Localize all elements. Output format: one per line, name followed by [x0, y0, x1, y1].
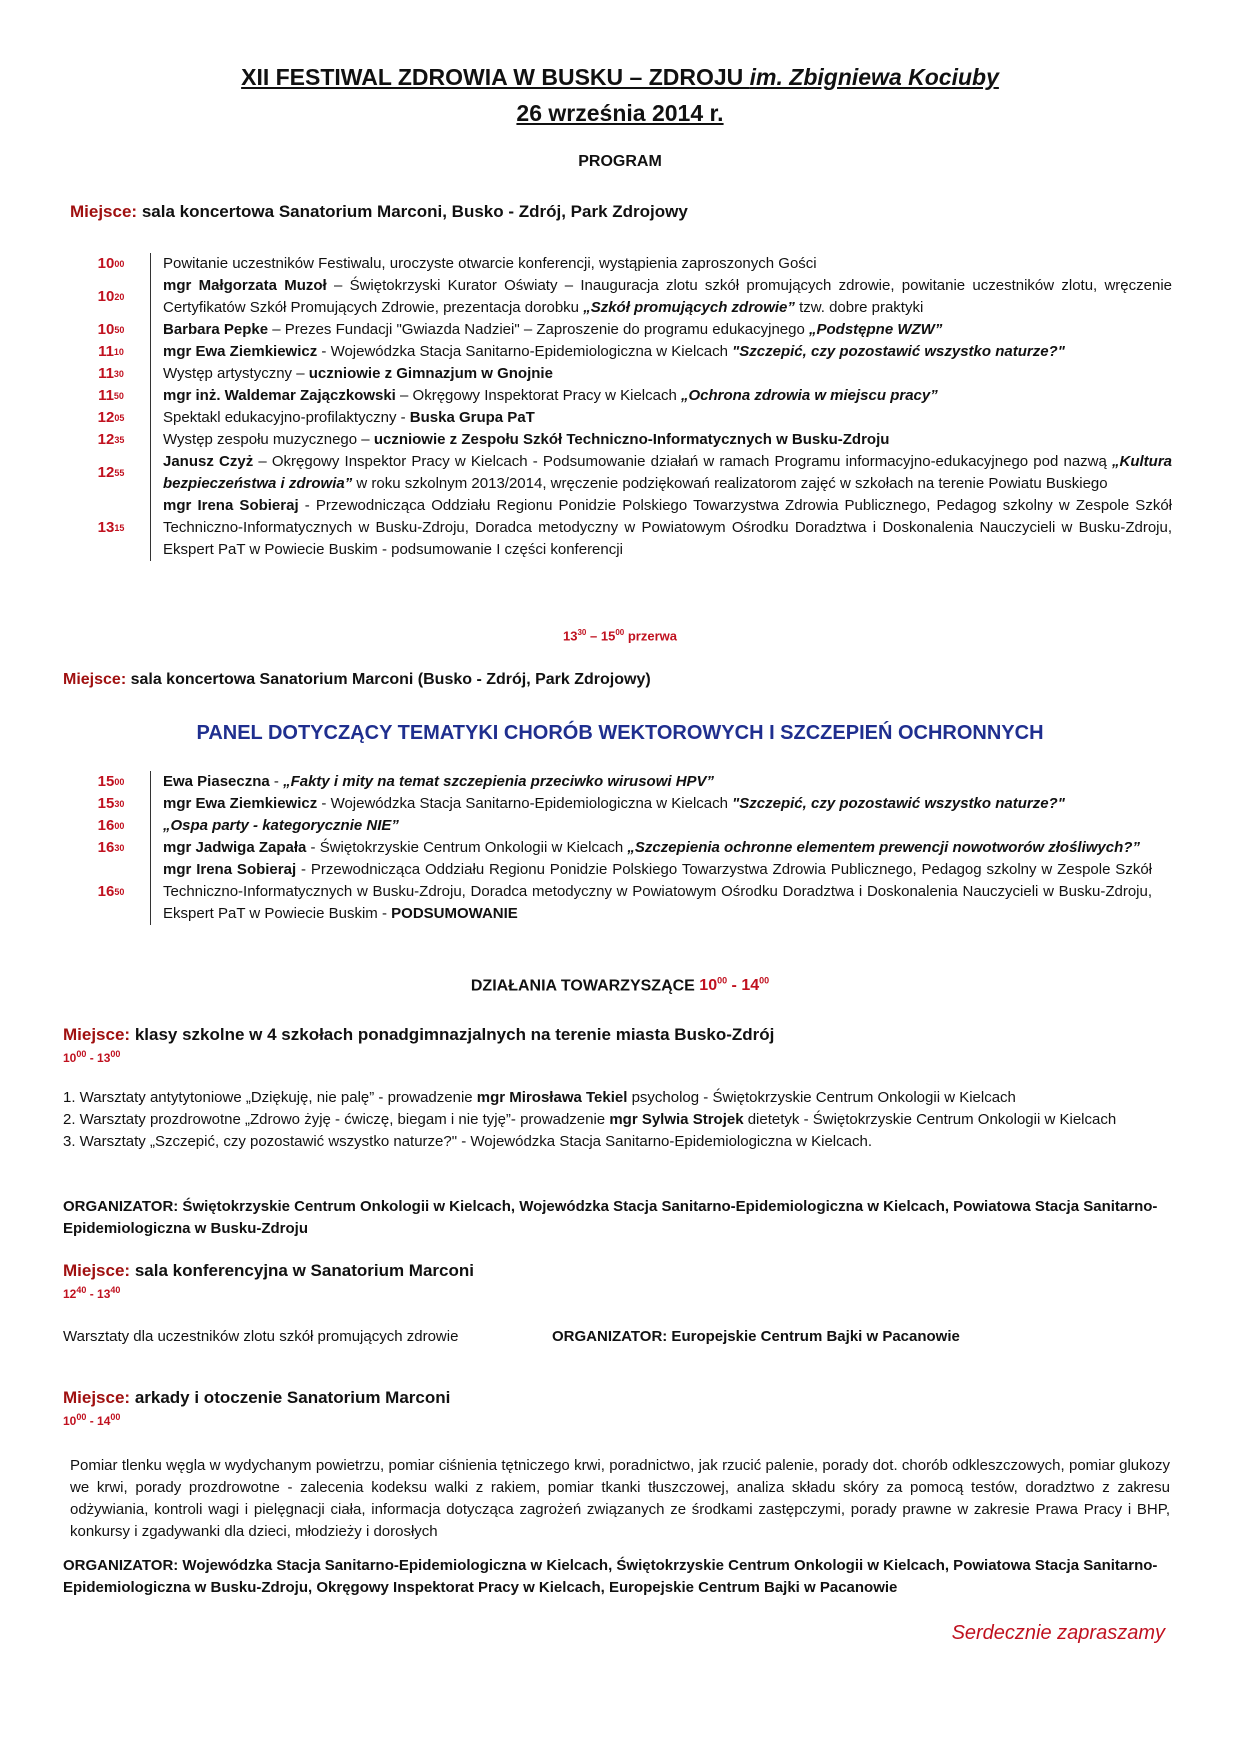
session1-schedule	[72, 253, 1172, 561]
place-text: arkady i otoczenie Sanatorium Marconi	[130, 1388, 451, 1407]
place-text: klasy szkolne w 4 szkołach ponadgimnazjalnych na terenie miasta Busko-Zdrój	[130, 1025, 775, 1044]
place-label: Miejsce:	[70, 202, 138, 221]
festival-date: 26 września 2014 r.	[516, 100, 724, 126]
session2-place	[63, 671, 651, 689]
text-run: Buska Grupa PaT	[409, 409, 535, 426]
place-text: sala konferencyjna w Sanatorium Marconi	[130, 1261, 474, 1280]
arcades-organizer: ORGANIZATOR: Wojewódzka Stacja Sanitarno-Epidemiologiczna w Kielcach, Świętokrzyskie Centrum Onkologii w Kielcach, Powiatowa Stacja Sanitarno-Epidemiologiczna w Busku-Zdroju, Okręgowy Inspektorat Pracy w Kielcach, Europejskie Centrum Bajki w Pacanowie	[63, 1557, 1158, 1596]
text-run: -	[269, 773, 284, 790]
conference-time: $12^{40} - 13^{40}$	[63, 1285, 121, 1301]
schedule-description	[150, 407, 1172, 429]
text-run: uczniowie z Gimnazjum w Gnojnie	[308, 365, 553, 382]
text-run: PODSUMOWANIE	[391, 905, 518, 922]
break-time: $13^{30} - 15^{00}$ przerwa	[563, 628, 677, 644]
session1-place	[70, 202, 688, 222]
text-run: 3. Warsztaty „Szczepić, czy pozostawić wszystko naturze?" - Wojewódzka Stacja Sanitarno-Epidemiologiczna w Kielcach.	[63, 1133, 872, 1150]
schedule-time: 11 30	[98, 365, 124, 382]
schedule-time: 11 50	[98, 387, 124, 404]
text-run: Spektakl edukacyjno-profilaktyczny -	[163, 409, 410, 426]
schools-place	[63, 1025, 774, 1045]
schedule-time: 16 00	[97, 817, 125, 834]
schedule-row	[72, 363, 1172, 385]
schedule-row	[72, 429, 1172, 451]
text-run: – Okręgowy Inspektorat Pracy w Kielcach	[395, 387, 681, 404]
workshop-item	[63, 1131, 1173, 1153]
schedule-description	[150, 341, 1172, 363]
text-run: mgr Mirosława Tekiel	[476, 1089, 628, 1106]
text-run: 1. Warsztaty antytytoniowe „Dziękuję, nie palę” - prowadzenie	[63, 1089, 477, 1106]
schedule-description	[150, 859, 1152, 925]
arcades-description: Pomiar tlenku węgla w wydychanym powietrzu, pomiar ciśnienia tętniczego krwi, poradnictwo, jak rzucić palenie, porady dot. chorób odkleszczowych, pomiar glukozy we krwi, porady prozdrowotne - zalecenia kodeksu walki z rakiem, pomiar tkanki tłuszczowej, analiza składu skóry za pomocą testów, doradztwo z zakresu odżywiania, kontroli wagi i pielęgnacji ciała, informacja dotycząca zagrożeń związanych ze środkami zastępczymi, porady prawne w zakresie Prawa Pracy i BHP, konkursy i zgadywanki dla dzieci, młodzieży i dorosłych	[70, 1457, 1170, 1540]
text-run: "Szczepić, czy pozostawić wszystko naturze?"	[732, 343, 1065, 360]
schedule-row	[72, 495, 1172, 561]
program-heading: PROGRAM	[578, 153, 662, 170]
text-run: mgr Sylwia Strojek	[609, 1111, 744, 1128]
workshops-list	[63, 1087, 1173, 1153]
schedule-description	[150, 385, 1172, 407]
conference-text: Warsztaty dla uczestników zlotu szkół promujących zdrowie	[63, 1328, 459, 1345]
schedule-row	[72, 771, 1152, 793]
place-label: Miejsce:	[63, 1261, 131, 1280]
schedule-description	[150, 429, 1172, 451]
schedule-description	[150, 495, 1172, 561]
arcades-place	[63, 1388, 450, 1408]
schedule-row	[72, 385, 1172, 407]
text-run: 2. Warsztaty prozdrowotne „Zdrowo żyję - ćwiczę, biegam i nie tyję”- prowadzenie	[63, 1111, 610, 1128]
text-run: - Świętokrzyskie Centrum Onkologii w Kielcach	[306, 839, 628, 856]
session2-schedule	[72, 771, 1152, 925]
text-run: - Przewodnicząca Oddziału Regionu Ponidzie Polskiego Towarzystwa Zdrowia Publicznego, Pedagog szkolny w Zespole Szkół Techniczno-Informatycznych w Busku-Zdroju, Doradca metodyczny w Powiatowym Ośrodku Doradztwa i Doskonalenia Nauczycieli w Busku-Zdroju, Ekspert PaT w Powiecie Buskim - podsumowanie I części konferencji	[163, 497, 1172, 558]
schedule-row	[72, 815, 1152, 837]
schedule-time: 16 30	[97, 839, 125, 856]
schedule-time: 10 20	[97, 288, 125, 305]
schedule-description	[150, 451, 1172, 495]
text-run: – Prezes Fundacji "Gwiazda Nadziei" – Zaproszenie do programu edukacyjnego	[268, 321, 809, 338]
workshop-item	[63, 1087, 1173, 1109]
schedule-time: 15 30	[97, 795, 125, 812]
place-label: Miejsce:	[63, 671, 127, 688]
text-run: dietetyk - Świętokrzyskie Centrum Onkologii w Kielcach	[743, 1111, 1117, 1128]
text-run: Powitanie uczestników Festiwalu, uroczyste otwarcie konferencji, wystąpienia zaproszonych Gości	[163, 255, 817, 272]
schools-organizer: ORGANIZATOR: Świętokrzyskie Centrum Onkologii w Kielcach, Wojewódzka Stacja Sanitarno-Epidemiologiczna w Kielcach, Powiatowa Stacja Sanitarno-Epidemiologiczna w Busku-Zdroju	[63, 1198, 1158, 1237]
schedule-time: 12 05	[97, 409, 125, 426]
text-run: w roku szkolnym 2013/2014, wręczenie podziękowań realizatorom zajęć w szkołach na terenie Powiatu Buskiego	[352, 475, 1108, 492]
schedule-time: 11 10	[98, 343, 124, 360]
text-run: Ewa Piaseczna	[163, 773, 270, 790]
schedule-description	[150, 837, 1152, 859]
schedule-description	[150, 363, 1172, 385]
festival-title	[0, 64, 1240, 91]
text-run: mgr Irena Sobieraj	[163, 861, 297, 878]
text-run: - Przewodnicząca Oddziału Regionu Ponidzie Polskiego Towarzystwa Zdrowia Publicznego, Pedagog szkolny w Zespole Szkół Techniczno-Informatycznych w Busku-Zdroju, Doradca metodyczny w Powiatowym Ośrodku Doradztwa i Doskonalenia Nauczycieli w Busku-Zdroju, Ekspert PaT w Powiecie Buskim -	[163, 861, 1152, 922]
workshop-item	[63, 1109, 1173, 1131]
text-run: „Podstępne WZW”	[809, 321, 943, 338]
schedule-time: 15 00	[97, 773, 125, 790]
schedule-time: 12 35	[97, 431, 125, 448]
panel-title: PANEL DOTYCZĄCY TEMATYKI CHORÓB WEKTOROWYCH I SZCZEPIEŃ OCHRONNYCH	[196, 722, 1044, 744]
text-run: mgr Ewa Ziemkiewicz	[163, 795, 318, 812]
schedule-row	[72, 341, 1172, 363]
text-run: „Ochrona zdrowia w miejscu pracy”	[680, 387, 938, 404]
schedule-time: 10 50	[97, 321, 125, 338]
schedule-row	[72, 319, 1172, 341]
schedule-row	[72, 275, 1172, 319]
text-run: tzw. dobre praktyki	[794, 299, 924, 316]
place-text: sala koncertowa Sanatorium Marconi (Busko - Zdrój, Park Zdrojowy)	[126, 671, 651, 688]
schedule-time: 12 55	[97, 464, 125, 481]
text-run: "Szczepić, czy pozostawić wszystko naturze?"	[732, 795, 1065, 812]
text-run: mgr inż. Waldemar Zajączkowski	[163, 387, 396, 404]
text-run: Barbara Pepke	[163, 321, 269, 338]
text-run: mgr Małgorzata Muzoł	[163, 277, 327, 294]
text-run: mgr Ewa Ziemkiewicz	[163, 343, 318, 360]
text-run: – Świętokrzyski Kurator Oświaty – Inauguracja zlotu szkół promujących zdrowie, powitanie uczestników zlotu, wręczenie Certyfikatów Szkół Promujących Zdrowie, prezentacja dorobku	[163, 277, 1172, 316]
closing-greeting: Serdecznie zapraszamy	[951, 1622, 1165, 1644]
schedule-row	[72, 837, 1152, 859]
festival-patron: im. Zbigniewa Kociuby	[749, 64, 999, 90]
place-text: sala koncertowa Sanatorium Marconi, Busko - Zdrój, Park Zdrojowy	[137, 202, 688, 221]
schedule-row	[72, 253, 1172, 275]
text-run: „Fakty i mity na temat szczepienia przeciwko wirusowi HPV”	[283, 773, 715, 790]
text-run: „Ospa party - kategorycznie NIE”	[163, 817, 399, 834]
text-run: „Kultura bezpieczeństwa i zdrowia”	[163, 453, 1173, 492]
text-run: uczniowie z Zespołu Szkół Techniczno-Informatycznych w Busku-Zdroju	[373, 431, 890, 448]
conference-place	[63, 1261, 474, 1281]
text-run: psycholog - Świętokrzyskie Centrum Onkologii w Kielcach	[627, 1089, 1016, 1106]
text-run: mgr Jadwiga Zapała	[163, 839, 307, 856]
schedule-description	[150, 253, 1172, 275]
text-run: „Szkół promujących zdrowie”	[583, 299, 795, 316]
accompanying-heading: DZIAŁANIA TOWARZYSZĄCE $10^{00} - 14^{00}$	[470, 976, 770, 995]
text-run: Występ artystyczny –	[163, 365, 309, 382]
text-run: – Okręgowy Inspektor Pracy w Kielcach - Podsumowanie działań w ramach Programu informacyjno-edukacyjnego pod nazwą	[253, 453, 1113, 470]
arcades-time: $10^{00} - 14^{00}$	[63, 1412, 121, 1428]
festival-title-text: XII FESTIWAL ZDROWIA W BUSKU – ZDROJU	[241, 64, 750, 90]
schedule-row	[72, 859, 1152, 925]
schedule-time: 13 15	[97, 519, 125, 536]
schedule-description	[150, 275, 1172, 319]
text-run: Występ zespołu muzycznego –	[163, 431, 374, 448]
text-run: mgr Irena Sobieraj	[163, 497, 299, 514]
text-run: „Szczepienia ochronne elementem prewencji nowotworów złośliwych?”	[627, 839, 1140, 856]
schedule-time: 16 50	[97, 883, 125, 900]
schedule-description	[150, 793, 1152, 815]
conference-organizer: ORGANIZATOR: Europejskie Centrum Bajki w Pacanowie	[552, 1328, 960, 1345]
schedule-description	[150, 815, 1152, 837]
schedule-row	[72, 407, 1172, 429]
schedule-row	[72, 451, 1172, 495]
schedule-row	[72, 793, 1152, 815]
text-run: - Wojewódzka Stacja Sanitarno-Epidemiologiczna w Kielcach	[317, 343, 733, 360]
place-label: Miejsce:	[63, 1025, 131, 1044]
schedule-description	[150, 319, 1172, 341]
text-run: - Wojewódzka Stacja Sanitarno-Epidemiologiczna w Kielcach	[317, 795, 733, 812]
place-label: Miejsce:	[63, 1388, 131, 1407]
schools-time: $10^{00} - 13^{00}$	[63, 1049, 121, 1065]
schedule-time: 10 00	[97, 255, 125, 272]
text-run: Janusz Czyż	[163, 453, 254, 470]
schedule-description	[150, 771, 1152, 793]
